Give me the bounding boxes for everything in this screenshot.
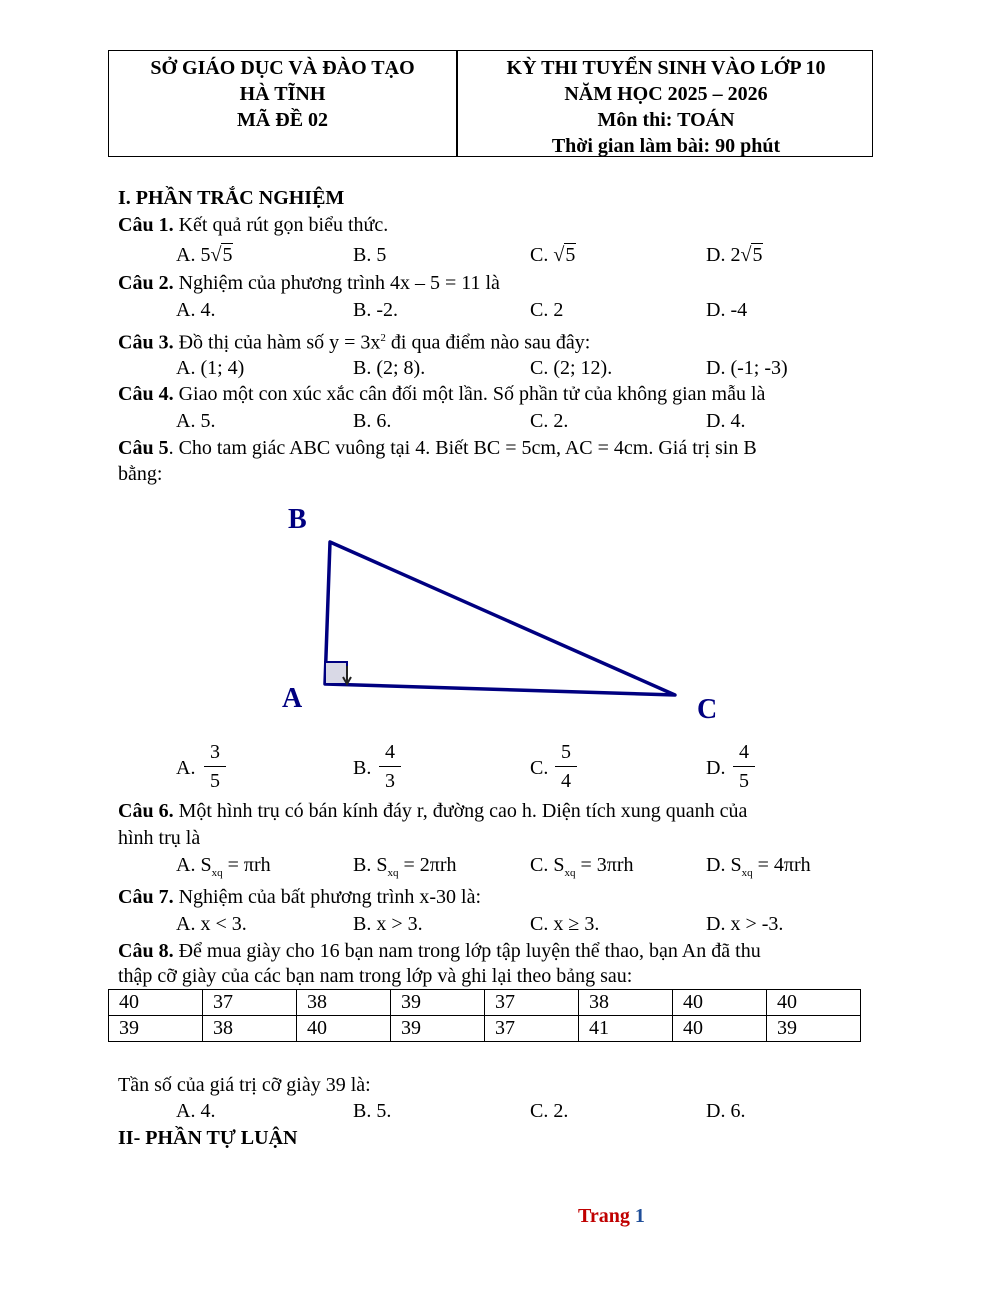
header-province: HÀ TĨNH — [239, 83, 326, 105]
table-cell: 40 — [109, 990, 203, 1016]
q6-c-formula: = 3πrh — [575, 854, 634, 876]
q6-c-text: C. S — [530, 854, 565, 876]
q8-option-a: A. 4. — [176, 1100, 216, 1122]
q1-c-text: C. — [530, 244, 554, 266]
question-3-label: Câu 3. — [118, 331, 174, 354]
table-cell: 40 — [767, 990, 861, 1016]
question-4-label: Câu 4. — [118, 383, 174, 405]
header-department: SỞ GIÁO DỤC VÀ ĐÀO TẠO — [150, 57, 415, 79]
q8-option-c: C. 2. — [530, 1100, 569, 1122]
table-cell: 39 — [767, 1016, 861, 1042]
q3-option-b: B. (2; 8). — [353, 357, 426, 379]
question-8-text-2: thập cỡ giày của các bạn nam trong lớp và ghi lại theo bảng sau: — [118, 965, 633, 987]
fraction-denominator: 5 — [739, 770, 749, 792]
q8-option-d: D. 6. — [706, 1100, 746, 1122]
table-cell: 38 — [579, 990, 673, 1016]
fraction-bar — [555, 766, 577, 767]
q6-a-formula: = πrh — [222, 854, 271, 876]
q5-option-d-label: D. — [706, 757, 726, 779]
table-cell: 37 — [485, 990, 579, 1016]
q4-option-a: A. 5. — [176, 410, 216, 432]
q6-option-b — [353, 852, 457, 886]
table-row — [109, 990, 861, 1016]
subscript-xq: xq — [564, 867, 576, 879]
q6-option-a — [176, 852, 271, 886]
question-8 — [118, 938, 761, 964]
q7-option-a: A. x < 3. — [176, 913, 247, 935]
question-5-text-2: bằng: — [118, 463, 163, 485]
question-6-text-2: hình trụ là — [118, 827, 201, 849]
question-3-exponent: 2 — [380, 332, 386, 344]
q1-option-a — [176, 242, 233, 268]
section-2-title: II- PHẦN TỰ LUẬN — [118, 1127, 298, 1149]
vertex-b-label: B — [288, 504, 307, 535]
sqrt-icon: √ — [740, 244, 752, 266]
fraction-denominator: 5 — [210, 770, 220, 792]
question-4 — [118, 381, 765, 407]
q3-option-d: D. (-1; -3) — [706, 357, 788, 379]
fraction-numerator: 4 — [385, 741, 395, 763]
q5-option-b-label: B. — [353, 757, 372, 779]
fraction-denominator: 3 — [385, 770, 395, 792]
header-exam-code: MÃ ĐỀ 02 — [236, 109, 329, 131]
page-number: 1 — [634, 1205, 645, 1227]
q5-option-a-fraction — [203, 740, 227, 793]
q4-option-b: B. 6. — [353, 410, 392, 432]
subscript-xq: xq — [211, 867, 223, 879]
table-cell: 39 — [109, 1016, 203, 1042]
fraction-bar — [204, 766, 226, 767]
shoe-size-table — [108, 989, 861, 1042]
table-cell: 38 — [297, 990, 391, 1016]
q1-a-radicand: 5 — [222, 244, 233, 266]
q2-option-d: D. -4 — [706, 299, 748, 321]
header-subject: Môn thi: TOÁN — [597, 109, 735, 131]
sqrt-icon: √ — [553, 244, 565, 266]
table-cell: 39 — [391, 990, 485, 1016]
q6-b-formula: = 2πrh — [398, 854, 457, 876]
question-5 — [118, 435, 757, 461]
q7-option-b: B. x > 3. — [353, 913, 423, 935]
table-cell: 41 — [579, 1016, 673, 1042]
q6-option-d — [706, 852, 811, 886]
q6-b-text: B. S — [353, 854, 388, 876]
q2-option-b: B. -2. — [353, 299, 398, 321]
q2-option-c: C. 2 — [530, 299, 564, 321]
header-right — [458, 55, 874, 159]
header-table — [108, 50, 873, 157]
q4-option-c: C. 2. — [530, 410, 569, 432]
question-3 — [118, 325, 590, 356]
question-6-text: Một hình trụ có bán kính đáy r, đường cao h. Diện tích xung quanh của — [173, 800, 748, 822]
question-2 — [118, 270, 500, 296]
question-2-label: Câu 2. — [118, 272, 174, 294]
q8-option-b: B. 5. — [353, 1100, 392, 1122]
q1-d-text: D. 2 — [706, 244, 741, 266]
table-cell: 40 — [673, 1016, 767, 1042]
question-6-label: Câu 6. — [118, 800, 174, 822]
table-cell: 37 — [485, 1016, 579, 1042]
table-row — [109, 1016, 861, 1042]
vertex-c-label: C — [697, 694, 718, 725]
q2-option-a: A. 4. — [176, 299, 216, 321]
question-7 — [118, 884, 481, 910]
fraction-numerator: 4 — [739, 741, 749, 763]
question-1-text: Kết quả rút gọn biểu thức. — [173, 214, 389, 236]
subscript-xq: xq — [741, 867, 753, 879]
page-footer — [578, 1203, 645, 1229]
fraction-bar — [379, 766, 401, 767]
question-7-text: Nghiệm của bất phương trình x-30 là: — [173, 886, 482, 908]
sqrt-icon: √ — [210, 244, 222, 266]
fraction-numerator: 5 — [561, 741, 571, 763]
q3-option-c: C. (2; 12). — [530, 357, 613, 379]
question-3-text-end: đi qua điểm nào sau đây: — [385, 331, 591, 354]
header-left — [109, 55, 456, 133]
table-cell: 39 — [391, 1016, 485, 1042]
table-cell: 40 — [297, 1016, 391, 1042]
fraction-denominator: 4 — [561, 770, 571, 792]
header-exam-title: KỲ THI TUYỂN SINH VÀO LỚP 10 — [506, 57, 826, 79]
q5-option-c-fraction — [554, 740, 578, 793]
vertex-a-label: A — [282, 683, 303, 714]
question-1 — [118, 212, 388, 238]
q1-option-d — [706, 242, 763, 268]
q1-option-b: B. 5 — [353, 244, 387, 266]
q1-c-radicand: 5 — [565, 244, 576, 266]
right-angle-mark — [325, 662, 347, 684]
q6-option-c — [530, 852, 634, 886]
table-cell: 37 — [203, 990, 297, 1016]
q1-a-text: A. 5 — [176, 244, 211, 266]
q1-d-radicand: 5 — [752, 244, 763, 266]
question-7-label: Câu 7. — [118, 886, 174, 908]
q6-a-text: A. S — [176, 854, 212, 876]
question-6 — [118, 798, 747, 824]
page-label: Trang — [578, 1205, 635, 1227]
question-3-function: y = 3x — [329, 331, 381, 354]
question-4-text: Giao một con xúc xắc cân đối một lần. Số phần tử của không gian mẫu là — [173, 383, 766, 405]
question-3-text: Đồ thị của hàm số — [173, 331, 330, 354]
header-duration: Thời gian làm bài: 90 phút — [551, 135, 781, 157]
question-2-text: Nghiệm của phương trình 4x – 5 = 11 là — [173, 272, 500, 294]
q5-option-c-label: C. — [530, 757, 549, 779]
question-8-prompt: Tần số của giá trị cỡ giày 39 là: — [118, 1074, 371, 1096]
q1-option-c — [530, 242, 576, 268]
question-5-text: . Cho tam giác ABC vuông tại 4. Biết BC = 5cm, AC = 4cm. Giá trị sin B — [168, 437, 757, 459]
q7-option-c: C. x ≥ 3. — [530, 913, 600, 935]
header-school-year: NĂM HỌC 2025 – 2026 — [564, 83, 768, 105]
triangle-abc — [325, 542, 675, 695]
fraction-bar — [733, 766, 755, 767]
q4-option-d: D. 4. — [706, 410, 746, 432]
q6-d-text: D. S — [706, 854, 742, 876]
question-8-text: Để mua giày cho 16 bạn nam trong lớp tập luyện thể thao, bạn An đã thu — [173, 940, 761, 962]
question-1-label: Câu 1. — [118, 214, 174, 236]
q3-option-a: A. (1; 4) — [176, 357, 245, 379]
q5-option-b-fraction — [378, 740, 402, 793]
q5-option-a-label: A. — [176, 757, 196, 779]
table-cell: 40 — [673, 990, 767, 1016]
section-1-title: I. PHẦN TRẮC NGHIỆM — [118, 187, 345, 209]
subscript-xq: xq — [387, 867, 399, 879]
q5-option-d-fraction — [732, 740, 756, 793]
q6-d-formula: = 4πrh — [752, 854, 811, 876]
triangle-figure — [0, 490, 1000, 730]
q7-option-d: D. x > -3. — [706, 913, 784, 935]
fraction-numerator: 3 — [210, 741, 220, 763]
table-cell: 38 — [203, 1016, 297, 1042]
question-5-label: Câu 5 — [118, 437, 169, 459]
question-8-label: Câu 8. — [118, 940, 174, 962]
